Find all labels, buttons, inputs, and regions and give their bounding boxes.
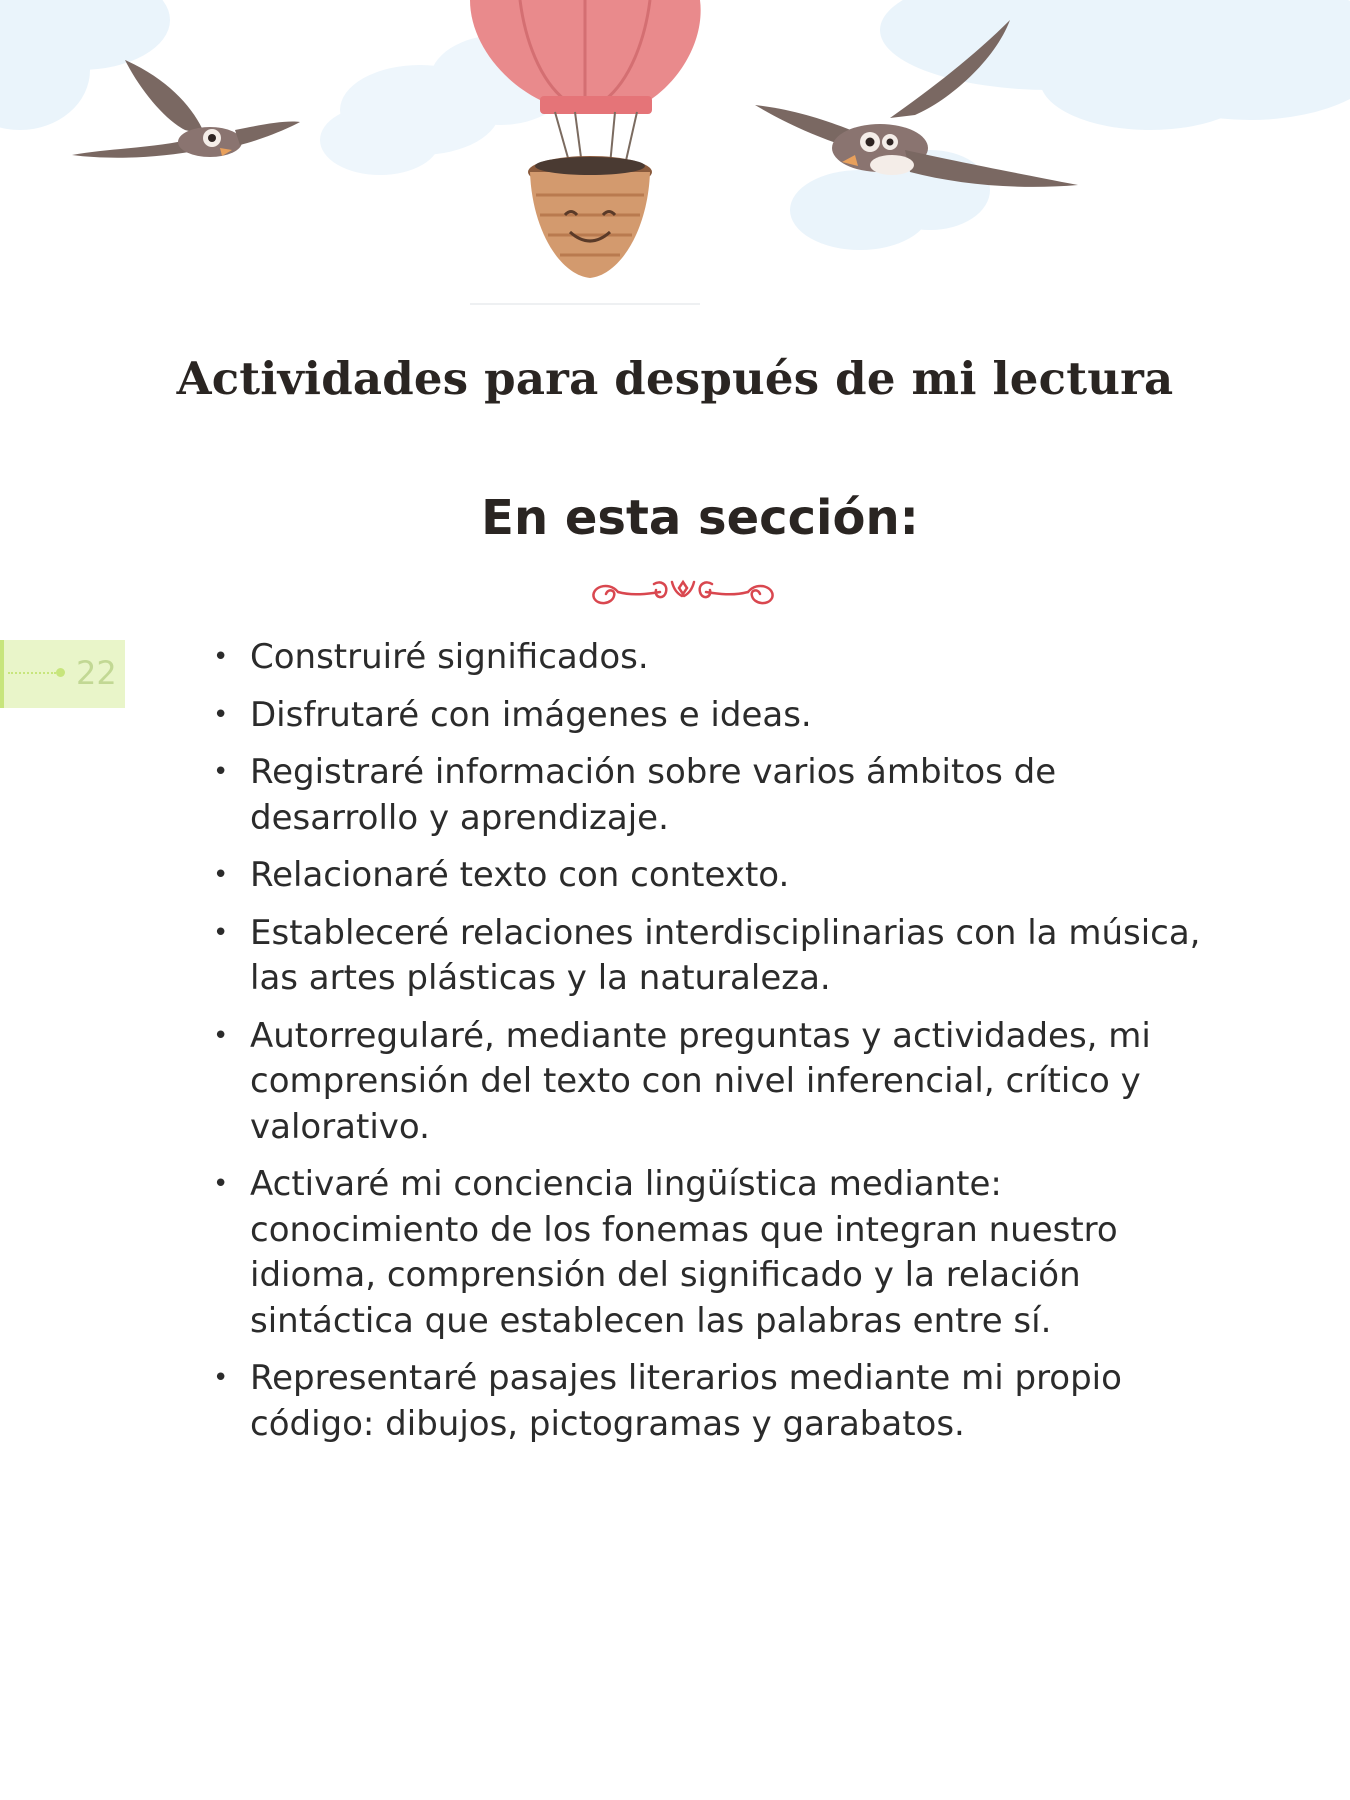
list-item: • Construiré significados.: [210, 635, 1210, 681]
page-tab-dot: [56, 668, 65, 677]
cloud-left: [0, 0, 170, 130]
list-item: • Registraré información sobre varios ámbitos de desarrollo y aprendizaje.: [210, 750, 1210, 841]
page-title: Actividades para después de mi lectura: [176, 352, 1174, 405]
page-tab-dotted-line: [8, 672, 56, 674]
list-item: • Activaré mi conciencia lingüística mediante: conocimiento de los fonemas que integran nuestro idioma, comprensión del significado y la relación sintáctica que establecen las palabras entre sí.: [210, 1162, 1210, 1344]
objectives-list: [210, 635, 1210, 1459]
bird-left: [72, 60, 300, 158]
page-number-tab: [0, 640, 125, 708]
list-item: • Representaré pasajes literarios mediante mi propio código: dibujos, pictogramas y garabatos.: [210, 1356, 1210, 1447]
hot-air-balloon: [470, 0, 701, 278]
list-item: • Estableceré relaciones interdisciplinarias con la música, las artes plásticas y la naturaleza.: [210, 911, 1210, 1002]
list-item: • Disfrutaré con imágenes e ideas.: [210, 693, 1210, 739]
decorative-ornament-icon: [588, 570, 778, 610]
section-heading: En esta sección:: [481, 490, 919, 546]
list-item: • Autorregularé, mediante preguntas y actividades, mi comprensión del texto con nivel inferencial, crítico y valorativo.: [210, 1014, 1210, 1151]
page-number: 22: [76, 654, 117, 692]
list-item: • Relacionaré texto con contexto.: [210, 853, 1210, 899]
header-illustration: [0, 0, 1350, 310]
